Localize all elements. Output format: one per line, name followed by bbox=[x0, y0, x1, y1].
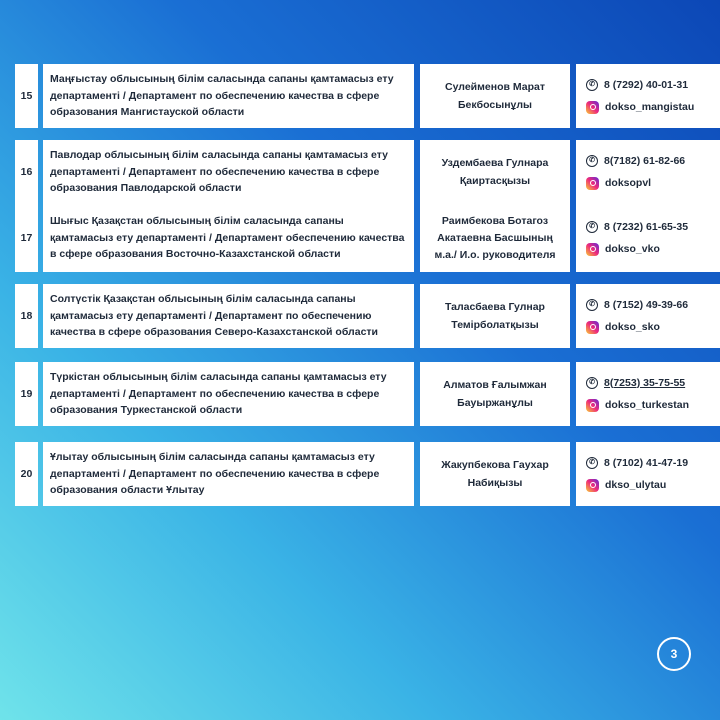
department-name: Ұлытау облысының білім саласында сапаны қамтамасыз ету департаменті / Департамент по обеспечению качества в сфере образования области Ұлытау bbox=[43, 442, 414, 506]
phone-number[interactable]: 8(7182) 61-82-66 bbox=[604, 154, 686, 167]
contact-cell bbox=[576, 442, 720, 506]
row-number: 18 bbox=[15, 284, 38, 348]
head-name: Алматов Ғалымжан Бауыржанұлы bbox=[420, 362, 570, 426]
row-number: 15 bbox=[15, 64, 38, 128]
instagram-icon bbox=[586, 399, 599, 412]
department-name: Түркістан облысының білім саласында сапаны қамтамасыз ету департаменті / Департамент по обеспечению качества в сфере образования Туркестанской области bbox=[43, 362, 414, 426]
instagram-handle[interactable]: dokso_turkestan bbox=[605, 399, 690, 411]
head-name: Сулейменов Марат Бекбосынұлы bbox=[420, 64, 570, 128]
row-number: 19 bbox=[15, 362, 38, 426]
instagram-handle[interactable]: dokso_vko bbox=[605, 243, 660, 255]
instagram-icon bbox=[586, 243, 599, 256]
head-name: Уздембаева Гулнара Қаиртасқызы bbox=[420, 140, 570, 204]
contact-cell bbox=[576, 64, 720, 128]
phone-icon: ✆ bbox=[586, 221, 598, 233]
contact-cell bbox=[576, 362, 720, 426]
phone-icon: ✆ bbox=[586, 377, 598, 389]
phone-number[interactable]: 8 (7152) 49-39-66 bbox=[604, 298, 689, 311]
head-name: Раимбекова Ботагоз Акатаевна Басшының м.а./ И.о. руководителя bbox=[420, 204, 570, 272]
contact-cell bbox=[576, 204, 720, 272]
instagram-icon bbox=[586, 101, 599, 114]
head-name: Жакупбекова Гаухар Набиқызы bbox=[420, 442, 570, 506]
phone-icon: ✆ bbox=[586, 155, 598, 167]
instagram-handle[interactable]: dokso_mangistau bbox=[605, 101, 695, 113]
row-number: 17 bbox=[15, 204, 38, 272]
contact-cell bbox=[576, 140, 720, 204]
department-name: Маңғыстау облысының білім саласында сапаны қамтамасыз ету департаменті / Департамент по обеспечению качества в сфере образования Мангистауской области bbox=[43, 64, 414, 128]
instagram-handle[interactable]: dokso_sko bbox=[605, 321, 660, 333]
department-name: Павлодар облысының білім саласында сапаны қамтамасыз ету департаменті / Департамент по обеспечению качества в сфере образования Павлодарской области bbox=[43, 140, 414, 204]
phone-number[interactable]: 8 (7292) 40-01-31 bbox=[604, 78, 689, 91]
contact-cell bbox=[576, 284, 720, 348]
phone-icon: ✆ bbox=[586, 299, 598, 311]
instagram-handle[interactable]: doksopvl bbox=[605, 177, 652, 189]
row-number: 16 bbox=[15, 140, 38, 204]
phone-number[interactable]: 8 (7232) 61-65-35 bbox=[604, 220, 689, 233]
page-number: 3 bbox=[657, 637, 691, 671]
department-name: Солтүстік Қазақстан облысының білім саласында сапаны қамтамасыз ету департаменті / Департамент по обеспечению качества в сфере образования Северо-Казахстанской области bbox=[43, 284, 414, 348]
phone-number[interactable]: 8 (7102) 41-47-19 bbox=[604, 456, 689, 469]
head-name: Таласбаева Гулнар Темірболатқызы bbox=[420, 284, 570, 348]
instagram-icon bbox=[586, 321, 599, 334]
instagram-handle[interactable]: dkso_ulytau bbox=[605, 479, 667, 491]
phone-icon: ✆ bbox=[586, 79, 598, 91]
phone-icon: ✆ bbox=[586, 457, 598, 469]
department-name: Шығыс Қазақстан облысының білім саласында сапаны қамтамасыз ету департаменті / Департамент обеспечению качества в сфере образования Восточно-Казахстанской области bbox=[43, 204, 414, 272]
instagram-icon bbox=[586, 177, 599, 190]
row-number: 20 bbox=[15, 442, 38, 506]
phone-number[interactable]: 8(7253) 35-75-55 bbox=[604, 376, 686, 389]
instagram-icon bbox=[586, 479, 599, 492]
